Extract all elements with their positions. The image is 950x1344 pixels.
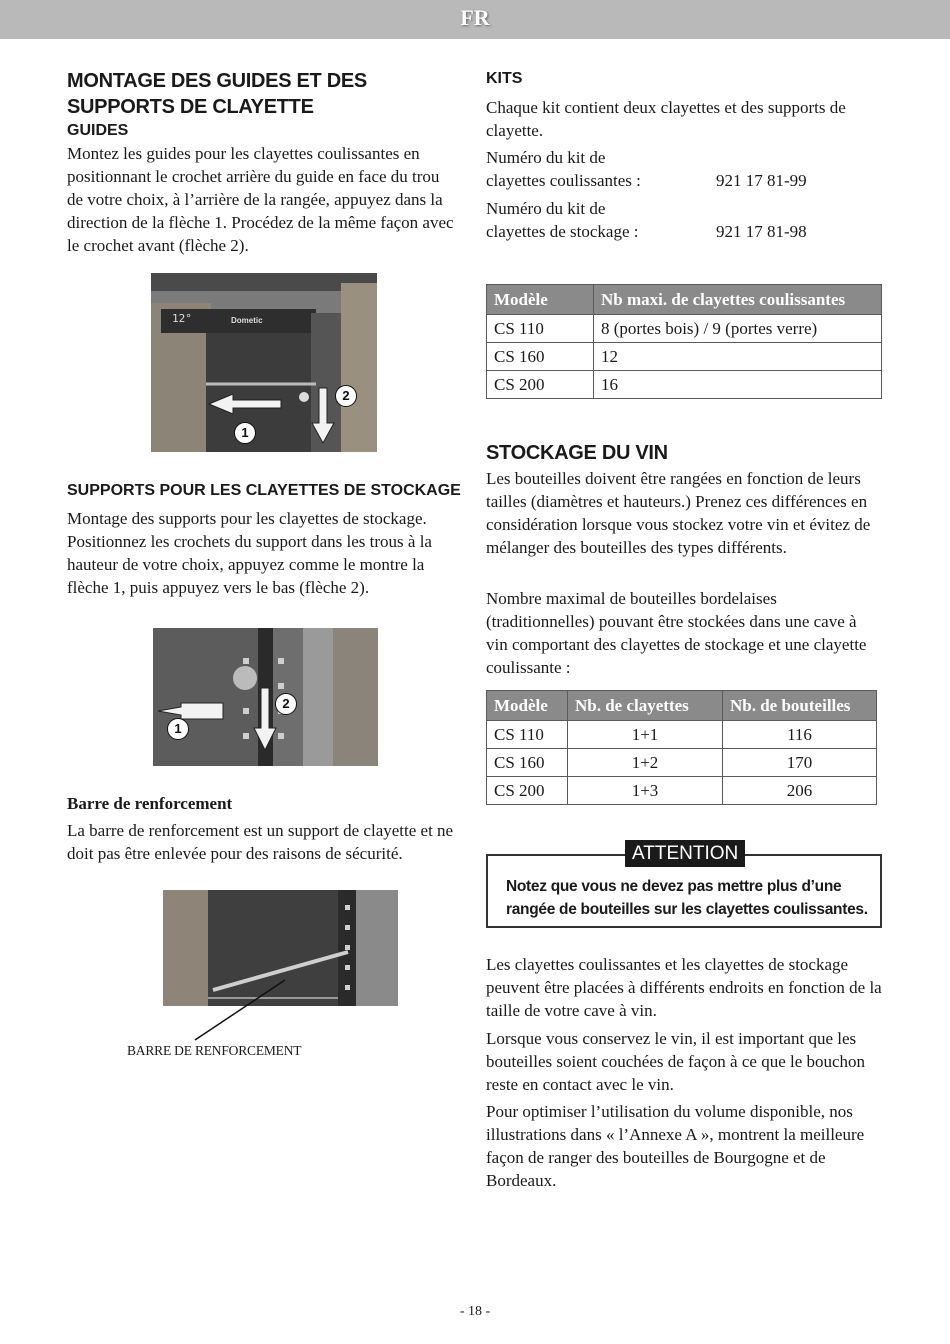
guides-heading: GUIDES	[67, 122, 129, 139]
table-cell: 170	[723, 749, 877, 777]
support-arrow-badge-2: 2	[275, 693, 297, 715]
table-header-cell: Nb maxi. de clayettes coulissantes	[594, 285, 882, 315]
table-cell: 12	[594, 343, 882, 371]
supports-figure	[153, 628, 378, 766]
kits-heading: KITS	[486, 70, 523, 87]
guides-text: Montez les guides pour les clayettes coulissantes en positionnant le crochet arrière du guide en face du trou de votre choix, à l’arrière de la rangée, appuyez dans la direction de la flèche 1. Procédez de la même façon avec le crochet avant (flèche 2).	[67, 144, 454, 255]
table-header-cell: Nb. de bouteilles	[723, 691, 877, 721]
kit-label-2a: Numéro du kit de	[486, 199, 606, 218]
stockage-heading: STOCKAGE DU VIN	[486, 442, 668, 464]
paragraph-conservation: Lorsque vous conservez le vin, il est important que les bouteilles soient couchées de façon à ce que le bouchon reste en contact avec le vin.	[486, 1029, 866, 1094]
attention-text: Notez que vous ne devez pas mettre plus d’une rangée de bouteilles sur les clayettes coulissantes.	[506, 878, 868, 918]
attention-label: ATTENTION	[625, 840, 745, 867]
paragraph-placement: Les clayettes coulissantes et les clayettes de stockage peuvent être placées à différents endroits en fonction de la taille de votre cave à vin.	[486, 955, 882, 1020]
table-cell: 1+3	[568, 777, 723, 805]
left-column	[67, 68, 462, 257]
barre-text: La barre de renforcement est un support de clayette et ne doit pas être enlevée pour des raisons de sécurité.	[67, 821, 454, 863]
arrow-badge-1: 1	[234, 422, 256, 444]
barre-caption: BARRE DE RENFORCEMENT	[127, 1043, 302, 1058]
table-cell: CS 110	[487, 315, 594, 343]
kit-number-1: 921 17 81-99	[716, 171, 807, 190]
right-column	[486, 68, 886, 243]
kit-row-coulissantes	[486, 146, 886, 192]
supports-heading: SUPPORTS POUR LES CLAYETTES DE STOCKAGE	[67, 482, 461, 499]
paragraph-annexe: Pour optimiser l’utilisation du volume disponible, nos illustrations dans « l’Annexe A », montrent la meilleure façon de ranger des bouteilles de Bourgogne et de Bordeaux.	[486, 1102, 865, 1190]
table-row	[487, 777, 877, 805]
table-cell: 116	[723, 721, 877, 749]
table-cell: CS 200	[487, 371, 594, 399]
kit-label-1b: clayettes coulissantes :	[486, 171, 641, 190]
table-cell: 1+2	[568, 749, 723, 777]
table-row	[487, 749, 877, 777]
stockage-text-2: Nombre maximal de bouteilles bordelaises (traditionnelles) pouvant être stockées dans une cave à vin comportant des clayettes de stockage et une clayette coulissante :	[486, 589, 867, 677]
section-title-montage: MONTAGE DES GUIDES ET DES SUPPORTS DE CLAYETTE	[67, 70, 367, 118]
kit-number-2: 921 17 81-98	[716, 222, 807, 241]
table-row	[487, 343, 882, 371]
table-cell: CS 160	[487, 343, 594, 371]
table-cell: 16	[594, 371, 882, 399]
kit-row-stockage	[486, 197, 886, 243]
display-readout: 12°	[172, 312, 192, 325]
barre-pointer-line	[185, 975, 305, 1045]
guides-figure-illustration	[151, 273, 377, 452]
kit-label-2b: clayettes de stockage :	[486, 222, 639, 241]
table-cell: 8 (portes bois) / 9 (portes verre)	[594, 315, 882, 343]
table-cell: CS 160	[487, 749, 568, 777]
table-cell: CS 200	[487, 777, 568, 805]
table-header-cell: Nb. de clayettes	[568, 691, 723, 721]
supports-figure-illustration	[153, 628, 378, 766]
table-row	[487, 315, 882, 343]
language-label: FR	[460, 5, 490, 30]
table-row	[487, 371, 882, 399]
arrow-badge-2: 2	[335, 385, 357, 407]
brand-logo-text: Dometic	[231, 316, 263, 325]
support-arrow-badge-1: 1	[167, 718, 189, 740]
table-header-cell: Modèle	[487, 691, 568, 721]
kit-label-1a: Numéro du kit de	[486, 148, 606, 167]
table-header-row	[487, 285, 882, 315]
table-cell: 1+1	[568, 721, 723, 749]
stockage-text-1: Les bouteilles doivent être rangées en fonction de leurs tailles (diamètres et hauteurs.) Prenez ces différences en considération lorsque vous stockez votre vin et évitez de mélanger des bouteilles des types différents.	[486, 469, 871, 557]
table-cell: 206	[723, 777, 877, 805]
page-number: - 18 -	[459, 1304, 491, 1319]
table-max-clayettes	[486, 284, 882, 399]
table-cell: CS 110	[487, 721, 568, 749]
barre-heading: Barre de renforcement	[67, 794, 233, 813]
supports-text: Montage des supports pour les clayettes de stockage. Positionnez les crochets du support dans les trous à la hauteur de votre choix, appuyez comme le montre la flèche 1, puis appuyez vers le bas (flèche 2).	[67, 509, 432, 597]
table-row	[487, 721, 877, 749]
page-header-bar	[0, 0, 950, 39]
table-header-cell: Modèle	[487, 285, 594, 315]
kits-text: Chaque kit contient deux clayettes et des supports de clayette.	[486, 98, 846, 140]
guides-figure	[151, 273, 377, 452]
table-header-row	[487, 691, 877, 721]
table-bouteilles	[486, 690, 877, 805]
